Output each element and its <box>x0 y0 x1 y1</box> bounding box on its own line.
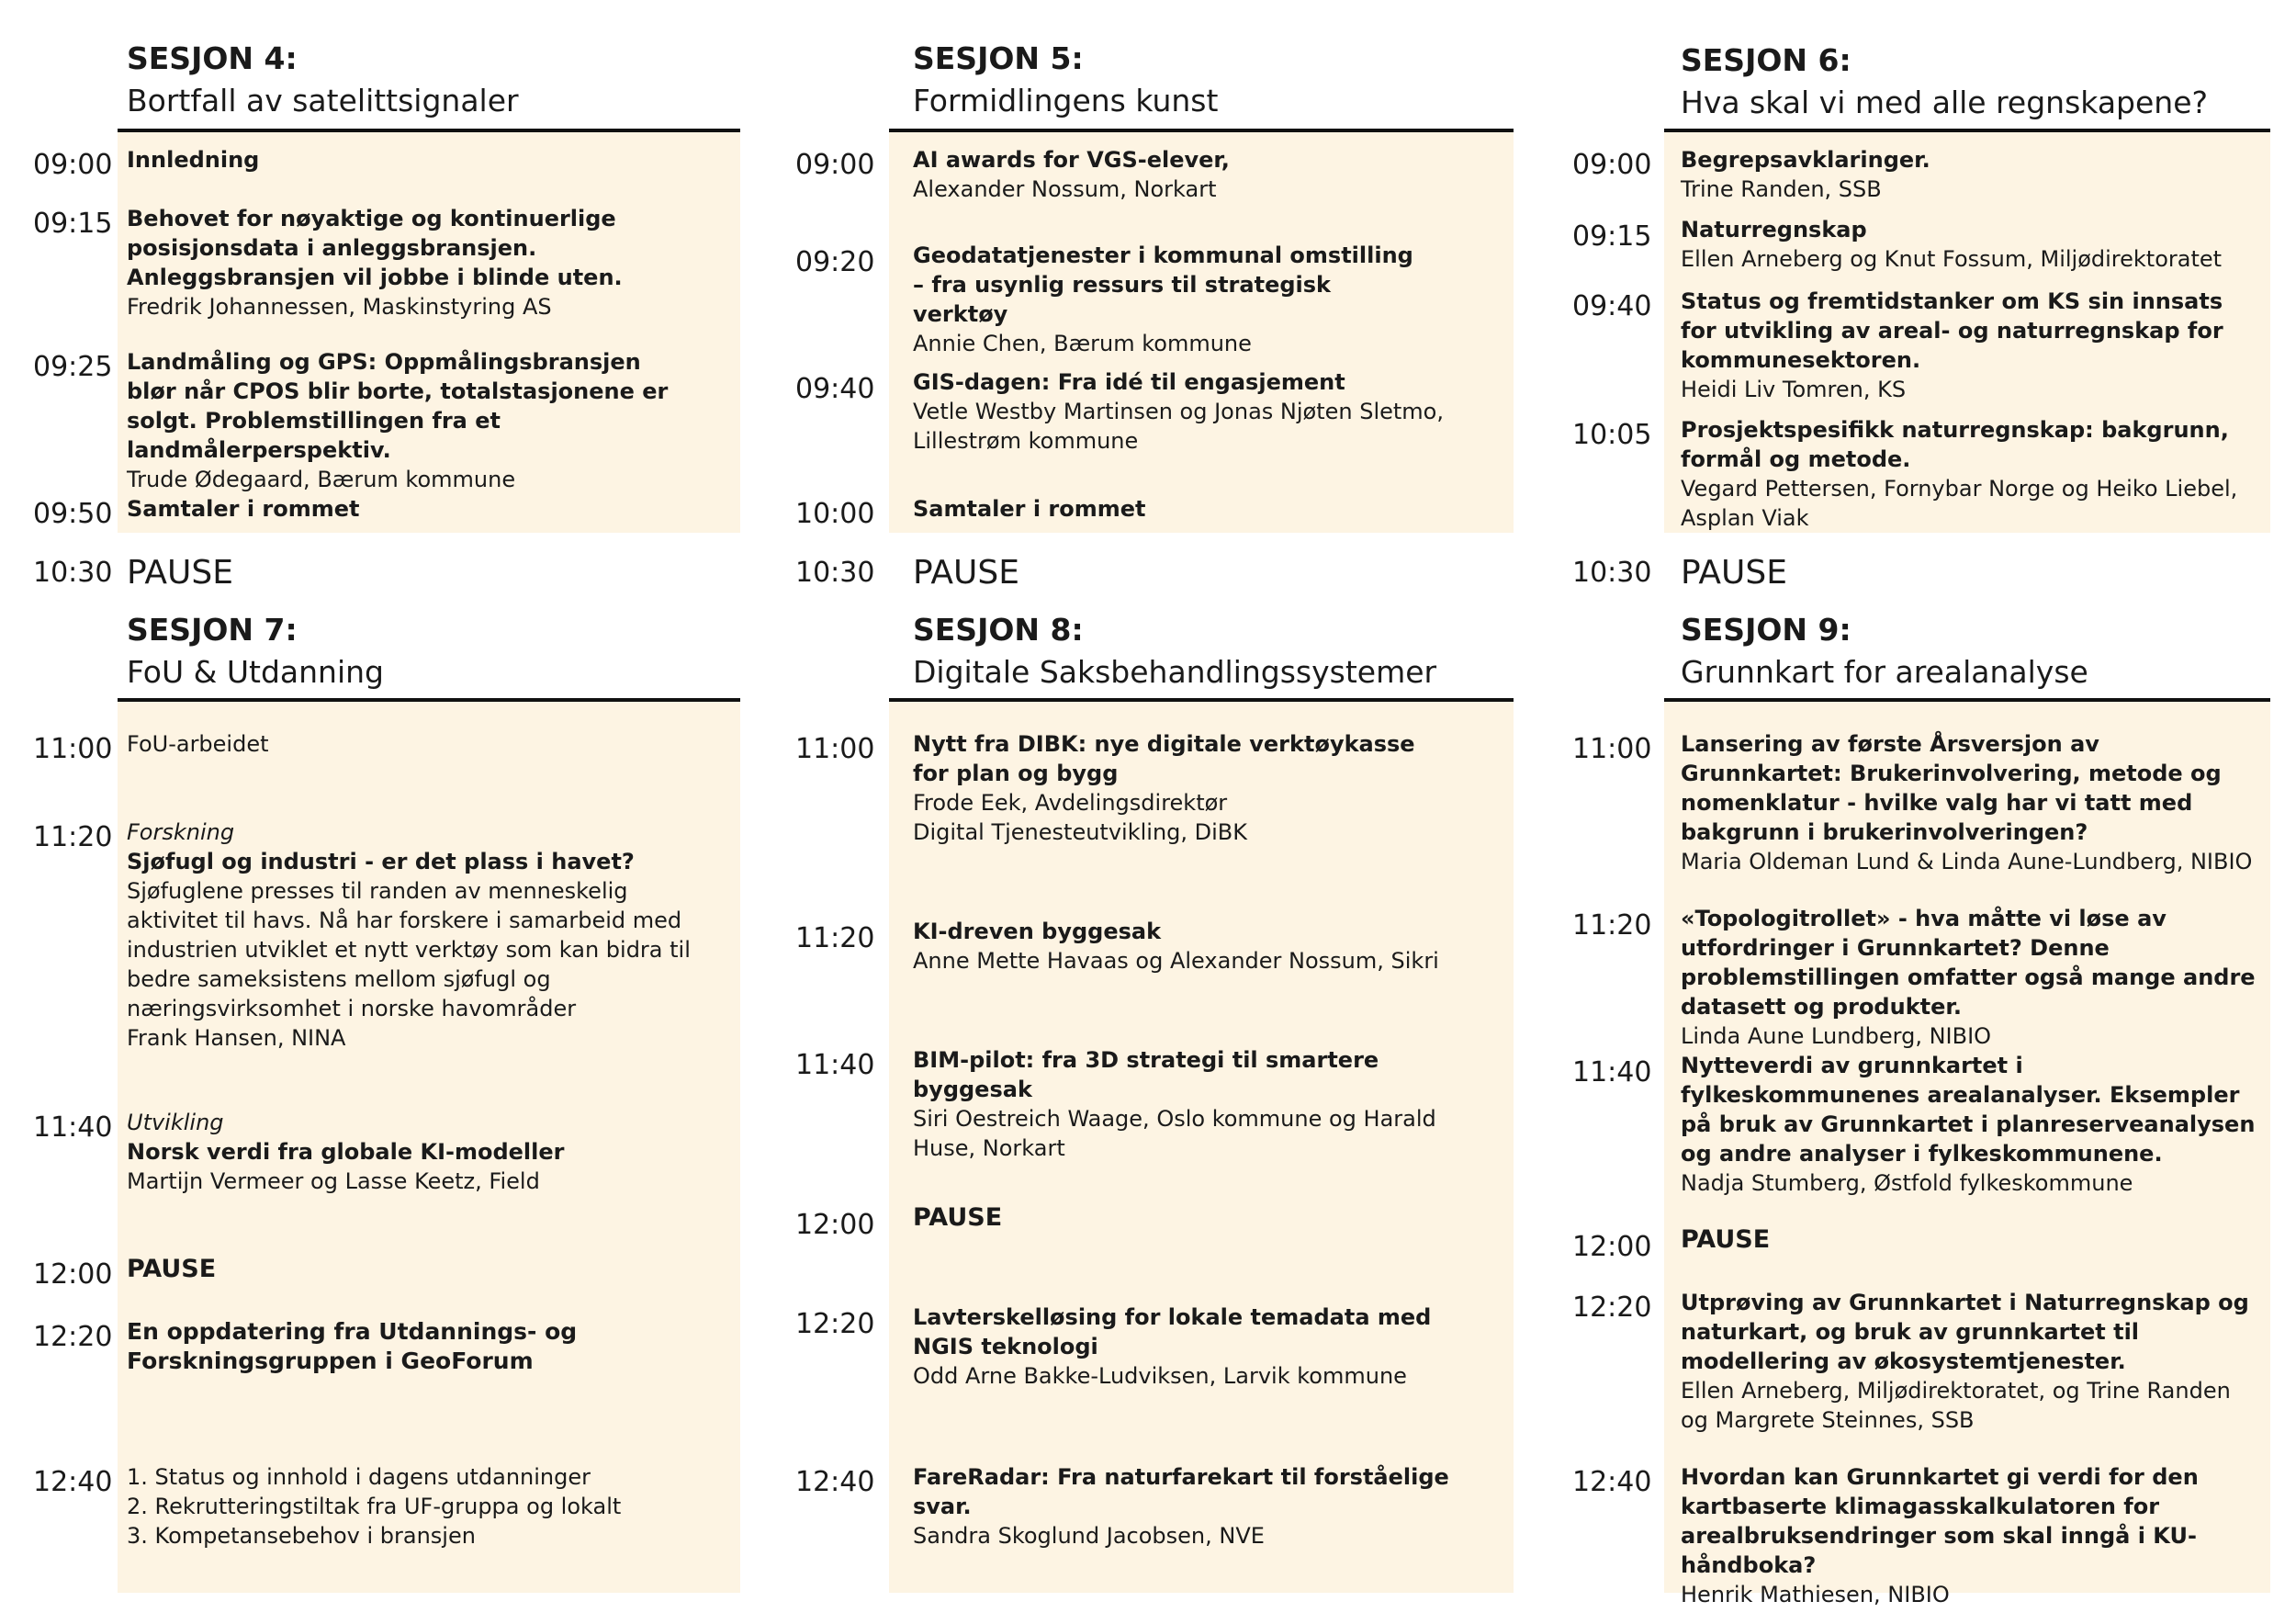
item-speaker: Vegard Pettersen, Fornybar Norge og Heiko Liebel, Asplan Viak <box>1681 476 2238 531</box>
agenda-item <box>127 818 715 1053</box>
time-slot: 11:20 <box>1572 909 1652 942</box>
time-slot: 12:40 <box>795 1466 875 1498</box>
agenda-item <box>1681 1051 2259 1198</box>
time-slot: 12:40 <box>1572 1466 1652 1498</box>
time-slot: 11:40 <box>795 1049 875 1081</box>
session-label: SESJON 9: <box>1681 612 1851 648</box>
item-title: AI awards for VGS-elever, <box>913 147 1230 173</box>
item-speaker: Annie Chen, Bærum kommune <box>913 331 1252 356</box>
item-speaker: Heidi Liv Tomren, KS <box>1681 377 1907 402</box>
time-slot: 09:40 <box>1572 290 1652 322</box>
item-title: PAUSE <box>1681 1225 1771 1254</box>
item-title: «Topologitrollet» - hva måtte vi løse av utfordringer i Grunnkartet? Denne problemstillingen omfatter også mange andre datasett og produkter. <box>1681 906 2256 1020</box>
item-speaker: Sandra Skoglund Jacobsen, NVE <box>913 1523 1265 1549</box>
item-speaker: Sjøfuglene presses til randen av menneskelig aktivitet til havs. Nå har forskere i samarbeid med industrien utviklet et nytt verktøy som kan bidra til bedre sameksistens mellom sjøfugl og næringsvirksomhet i norske havområder Frank Hansen, NINA <box>127 878 691 1051</box>
pause-time: 10:30 <box>33 557 113 589</box>
agenda-item <box>127 1108 715 1196</box>
item-title: Samtaler i rommet <box>913 496 1146 522</box>
time-slot: 12:20 <box>795 1308 875 1340</box>
time-slot: 09:40 <box>795 373 875 405</box>
item-speaker: Maria Oldeman Lund & Linda Aune-Lundberg, NIBIO <box>1681 849 2253 874</box>
agenda-item <box>1681 904 2259 1051</box>
time-slot: 10:00 <box>795 498 875 530</box>
agenda-item <box>127 1255 715 1284</box>
time-slot: 09:00 <box>33 149 113 181</box>
time-slot: 11:00 <box>795 733 875 765</box>
time-slot: 12:00 <box>795 1209 875 1241</box>
agenda-item <box>127 494 678 524</box>
agenda-item <box>127 347 696 494</box>
time-slot: 09:15 <box>1572 220 1652 253</box>
item-speaker: Anne Mette Havaas og Alexander Nossum, Sikri <box>913 948 1439 974</box>
pause-time: 10:30 <box>1572 557 1652 589</box>
agenda-item <box>1681 1225 2259 1255</box>
agenda-item <box>913 494 1464 524</box>
time-slot: 11:40 <box>1572 1056 1652 1088</box>
agenda-item <box>913 729 1427 847</box>
agenda-item <box>1681 145 2250 204</box>
agenda-item <box>913 1045 1482 1163</box>
time-slot: 09:00 <box>795 149 875 181</box>
time-slot: 11:40 <box>33 1111 113 1144</box>
item-title: Sjøfugl og industri - er det plass i havet? <box>127 849 635 874</box>
item-title: FareRadar: Fra naturfarekart til forståelige svar. <box>913 1464 1449 1519</box>
item-title: Behovet for nøyaktige og kontinuerlige posisjonsdata i anleggsbransjen. Anleggsbransjen vil jobbe i blinde uten. <box>127 206 623 290</box>
item-title: Lansering av første Årsversjon av Grunnkartet: Brukerinvolvering, metode og nomenklatur - hvilke valg har vi tatt med bakgrunn i brukerinvolveringen? <box>1681 731 2222 845</box>
pause-label: PAUSE <box>127 554 233 592</box>
agenda-item <box>1681 287 2250 404</box>
agenda-item <box>127 1317 604 1376</box>
agenda-item <box>913 367 1464 456</box>
agenda-item <box>913 1462 1491 1551</box>
item-speaker: Henrik Mathiesen, NIBIO <box>1681 1582 1950 1607</box>
agenda-item <box>1681 1462 2268 1609</box>
time-slot: 12:00 <box>33 1258 113 1291</box>
item-title: Prosjektspesifikk naturregnskap: bakgrunn, formål og metode. <box>1681 417 2229 472</box>
agenda-item <box>1681 415 2259 533</box>
time-slot: 09:25 <box>33 351 113 383</box>
item-title: Lavterskelløsing for lokale temadata med NGIS teknologi <box>913 1304 1432 1359</box>
session-title: Bortfall av satelittsignaler <box>127 83 519 118</box>
agenda-item <box>913 917 1482 976</box>
agenda-item <box>913 145 1482 204</box>
item-title: En oppdatering fra Utdannings- og Forskningsgruppen i GeoForum <box>127 1318 578 1374</box>
item-speaker: Linda Aune Lundberg, NIBIO <box>1681 1023 1992 1049</box>
agenda-item <box>127 1462 715 1551</box>
item-speaker: Odd Arne Bakke-Ludviksen, Larvik kommune <box>913 1363 1407 1389</box>
item-speaker: Martijn Vermeer og Lasse Keetz, Field <box>127 1168 540 1194</box>
pause-time: 10:30 <box>795 557 875 589</box>
session-label: SESJON 8: <box>913 612 1084 648</box>
pause-label: PAUSE <box>913 554 1019 592</box>
item-category: Utvikling <box>127 1110 224 1135</box>
agenda-item <box>1681 215 2250 274</box>
agenda-item <box>127 145 678 175</box>
item-title: Status og fremtidstanker om KS sin innsats for utvikling av areal- og naturregnskap for kommunesektoren. <box>1681 288 2223 373</box>
item-speaker: 1. Status og innhold i dagens utdanninger 2. Rekrutteringstiltak fra UF-gruppa og lokalt 3. Kompetansebehov i bransjen <box>127 1464 622 1549</box>
item-title: Nytt fra DIBK: nye digitale verktøykasse for plan og bygg <box>913 731 1415 786</box>
time-slot: 11:20 <box>33 821 113 853</box>
item-speaker: Ellen Arneberg, Miljødirektoratet, og Trine Randen og Margrete Steinnes, SSB <box>1681 1378 2231 1433</box>
item-title: BIM-pilot: fra 3D strategi til smartere byggesak <box>913 1047 1379 1102</box>
agenda-item <box>127 204 696 321</box>
session-title: Grunnkart for arealanalyse <box>1681 654 2088 690</box>
time-slot: 10:05 <box>1572 419 1652 451</box>
session-label: SESJON 4: <box>127 40 298 76</box>
time-slot: 09:15 <box>33 208 113 240</box>
item-title: Landmåling og GPS: Oppmålingsbransjen blør når CPOS blir borte, totalstasjonene er solgt. Problemstillingen fra et landmålerperspektiv. <box>127 349 669 463</box>
item-speaker: Trine Randen, SSB <box>1681 176 1882 202</box>
item-title: Innledning <box>127 147 260 173</box>
item-speaker: Trude Ødegaard, Bærum kommune <box>127 467 516 492</box>
session-title: Formidlingens kunst <box>913 83 1219 118</box>
item-title: Naturregnskap <box>1681 217 1867 242</box>
item-speaker: Siri Oestreich Waage, Oslo kommune og Harald Huse, Norkart <box>913 1106 1436 1161</box>
time-slot: 12:40 <box>33 1466 113 1498</box>
time-slot: 11:00 <box>33 733 113 765</box>
item-speaker: Alexander Nossum, Norkart <box>913 176 1217 202</box>
session-label: SESJON 5: <box>913 40 1084 76</box>
time-slot: 09:20 <box>795 246 875 278</box>
time-slot: 12:20 <box>33 1321 113 1353</box>
item-title: Geodatatjenester i kommunal omstilling – fra usynlig ressurs til strategisk verktøy <box>913 242 1413 327</box>
time-slot: 12:00 <box>1572 1231 1652 1263</box>
item-title: Samtaler i rommet <box>127 496 360 522</box>
agenda-item <box>127 729 715 759</box>
time-slot: 11:20 <box>795 922 875 954</box>
item-speaker: Fredrik Johannessen, Maskinstyring AS <box>127 294 552 320</box>
item-title: Utprøving av Grunnkartet i Naturregnskap og naturkart, og bruk av grunnkartet til modellering av økosystemtjenester. <box>1681 1290 2249 1374</box>
time-slot: 11:00 <box>1572 733 1652 765</box>
item-speaker: Ellen Arneberg og Knut Fossum, Miljødirektoratet <box>1681 246 2223 272</box>
item-category: Forskning <box>127 819 235 845</box>
agenda-item <box>1681 729 2259 876</box>
item-title: Hvordan kan Grunnkartet gi verdi for den kartbaserte klimagasskalkulatoren for arealbruksendringer som skal inngå i KU-håndboka? <box>1681 1464 2199 1578</box>
session-title: Hva skal vi med alle regnskapene? <box>1681 85 2209 120</box>
session-label: SESJON 7: <box>127 612 298 648</box>
item-title: Begrepsavklaringer. <box>1681 147 1930 173</box>
time-slot: 09:00 <box>1572 149 1652 181</box>
item-title: Nytteverdi av grunnkartet i fylkeskommunenes arealanalyser. Eksempler på bruk av Grunnkartet i planreserveanalysen og andre analyser i fylkeskommunene. <box>1681 1053 2256 1167</box>
session-title: Digitale Saksbehandlingssystemer <box>913 654 1437 690</box>
pause-label: PAUSE <box>1681 554 1787 592</box>
time-slot: 09:50 <box>33 498 113 530</box>
item-title: PAUSE <box>913 1203 1003 1232</box>
item-speaker: Vetle Westby Martinsen og Jonas Njøten Sletmo, Lillestrøm kommune <box>913 399 1444 454</box>
item-speaker: FoU-arbeidet <box>127 731 269 757</box>
agenda-item <box>913 1303 1464 1391</box>
item-title: PAUSE <box>127 1255 217 1283</box>
session-title: FoU & Utdanning <box>127 654 384 690</box>
agenda-item <box>913 1203 1482 1233</box>
item-title: KI-dreven byggesak <box>913 919 1162 944</box>
item-title: GIS-dagen: Fra idé til engasjement <box>913 369 1345 395</box>
item-title: Norsk verdi fra globale KI-modeller <box>127 1139 565 1165</box>
session-label: SESJON 6: <box>1681 42 1851 78</box>
item-speaker: Frode Eek, Avdelingsdirektør Digital Tjenesteutvikling, DiBK <box>913 790 1247 845</box>
item-speaker: Nadja Stumberg, Østfold fylkeskommune <box>1681 1170 2133 1196</box>
agenda-item <box>913 241 1427 358</box>
time-slot: 12:20 <box>1572 1291 1652 1324</box>
agenda-item <box>1681 1288 2259 1435</box>
